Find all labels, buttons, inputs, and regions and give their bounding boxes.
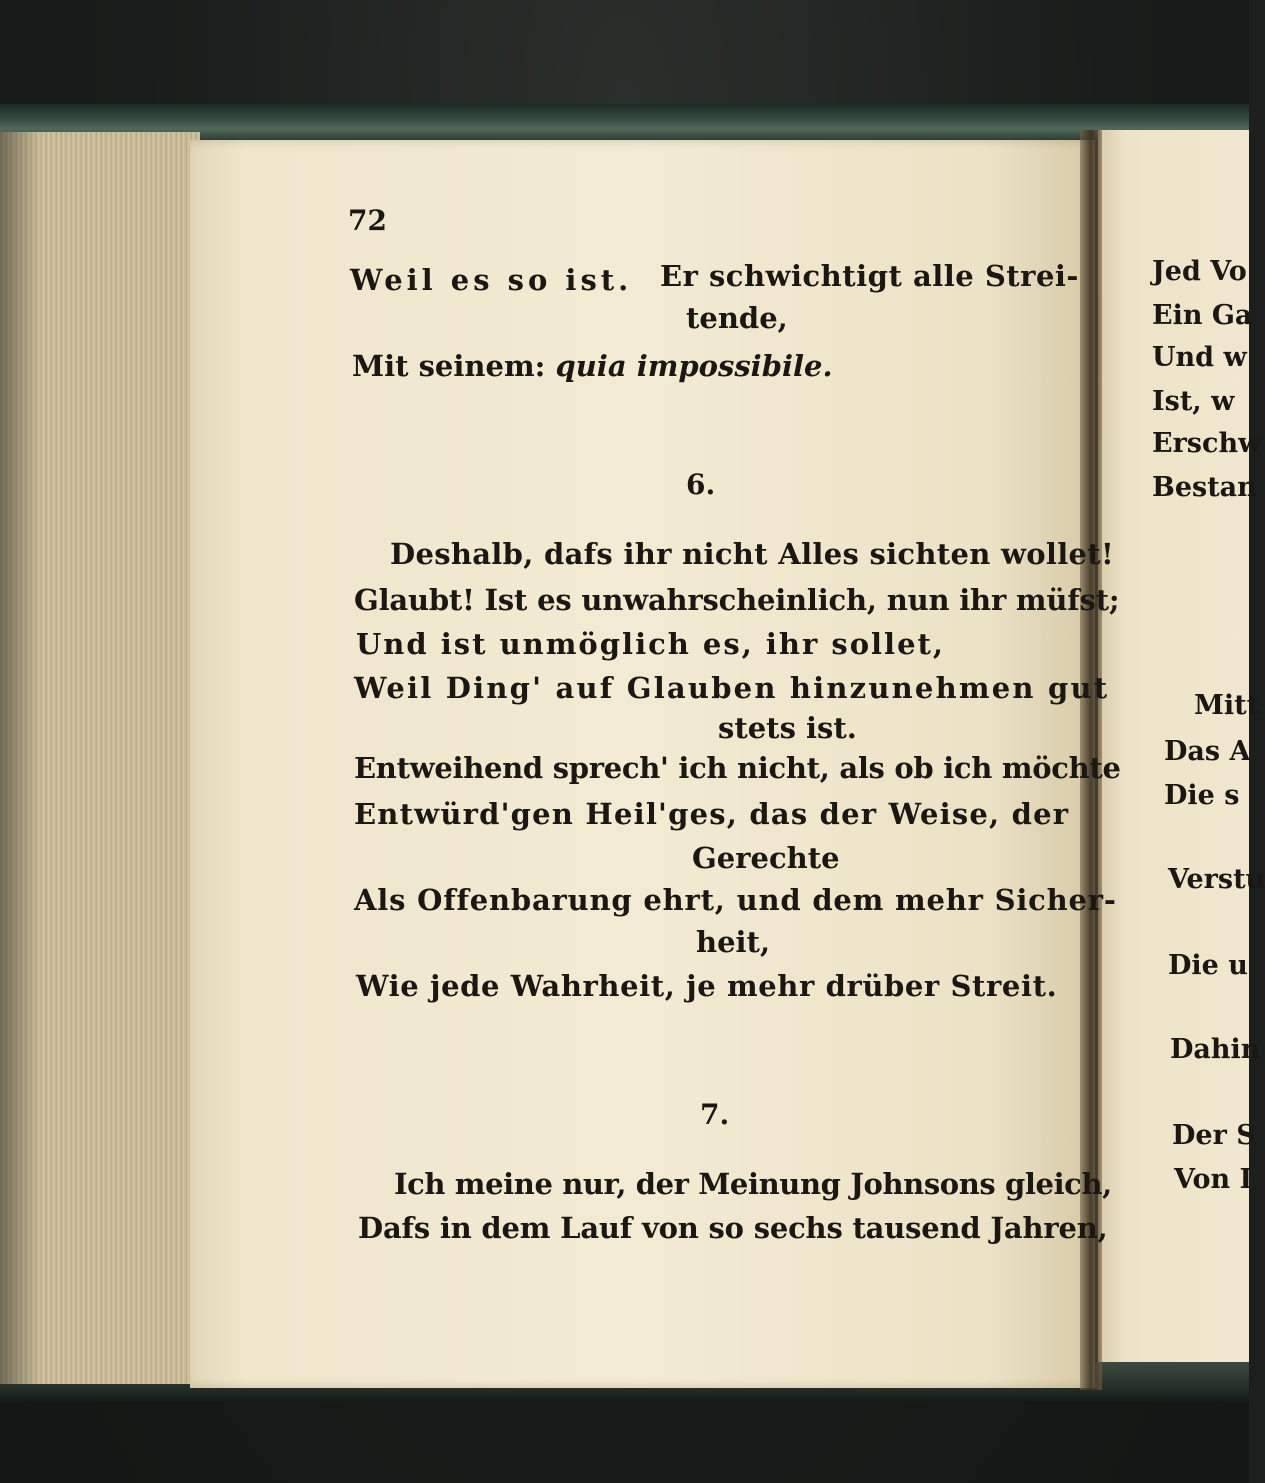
right-page-line: Die u bbox=[1168, 950, 1248, 981]
verse-line: Wie jede Wahrheit, je mehr drüber Streit. bbox=[356, 969, 1058, 1003]
verse-line: Dafs in dem Lauf von so sechs tausend Jahren, bbox=[358, 1211, 1108, 1245]
right-page-line: Von I bbox=[1174, 1164, 1253, 1195]
verse-line: Entwürd'gen Heil'ges, das der Weise, der bbox=[354, 797, 1070, 831]
page-number: 72 bbox=[348, 204, 387, 237]
right-page-line: Jed Vo bbox=[1152, 256, 1247, 287]
verse-line: Glaubt! Ist es unwahrscheinlich, nun ihr müfst; bbox=[354, 583, 1120, 617]
verse-line-continuation: Gerechte bbox=[692, 841, 840, 875]
right-page-line: Die s bbox=[1164, 780, 1240, 811]
verse-line: Und ist unmöglich es, ihr sollet, bbox=[356, 627, 946, 661]
verse-line-continuation: stets ist. bbox=[718, 711, 857, 745]
verse-text: Mit seinem: bbox=[352, 349, 556, 383]
verse-line: Entweihend sprech' ich nicht, als ob ich möchte bbox=[354, 751, 1121, 785]
stanza-number: 6. bbox=[686, 468, 716, 501]
verse-line: Weil es so ist. bbox=[350, 263, 633, 297]
right-page-line: Ein Ga bbox=[1152, 300, 1253, 331]
right-page-line: Der S bbox=[1172, 1120, 1256, 1151]
verse-line: Als Offenbarung ehrt, und dem mehr Sicher- bbox=[354, 883, 1117, 917]
verse-line: Deshalb, dafs ihr nicht Alles sichten wollet! bbox=[390, 537, 1114, 571]
right-page-line: Und w bbox=[1152, 342, 1247, 373]
verse-line-continuation: heit, bbox=[696, 925, 771, 959]
verse-line: Er schwichtigt alle Strei- bbox=[660, 259, 1079, 293]
verse-line-continuation: tende, bbox=[686, 301, 788, 335]
right-page-line: Mitt bbox=[1194, 690, 1260, 721]
right-page-line: Bestan bbox=[1152, 472, 1257, 503]
verse-line bbox=[352, 349, 833, 383]
right-page-line: Dahin bbox=[1170, 1034, 1261, 1065]
verse-line: Ich meine nur, der Meinung Johnsons gleich, bbox=[394, 1167, 1112, 1201]
right-page-line: Erschw bbox=[1152, 428, 1262, 459]
right-page-line: Ist, w bbox=[1152, 386, 1235, 417]
verse-line: Weil Ding' auf Glauben hinzunehmen gut bbox=[354, 671, 1110, 705]
right-page-line: Das A bbox=[1164, 736, 1251, 767]
latin-phrase: quia impossibile. bbox=[555, 349, 833, 383]
page-edges-stack bbox=[0, 132, 200, 1384]
right-page-line: Verstu bbox=[1168, 864, 1265, 895]
stanza-number: 7. bbox=[700, 1098, 730, 1131]
